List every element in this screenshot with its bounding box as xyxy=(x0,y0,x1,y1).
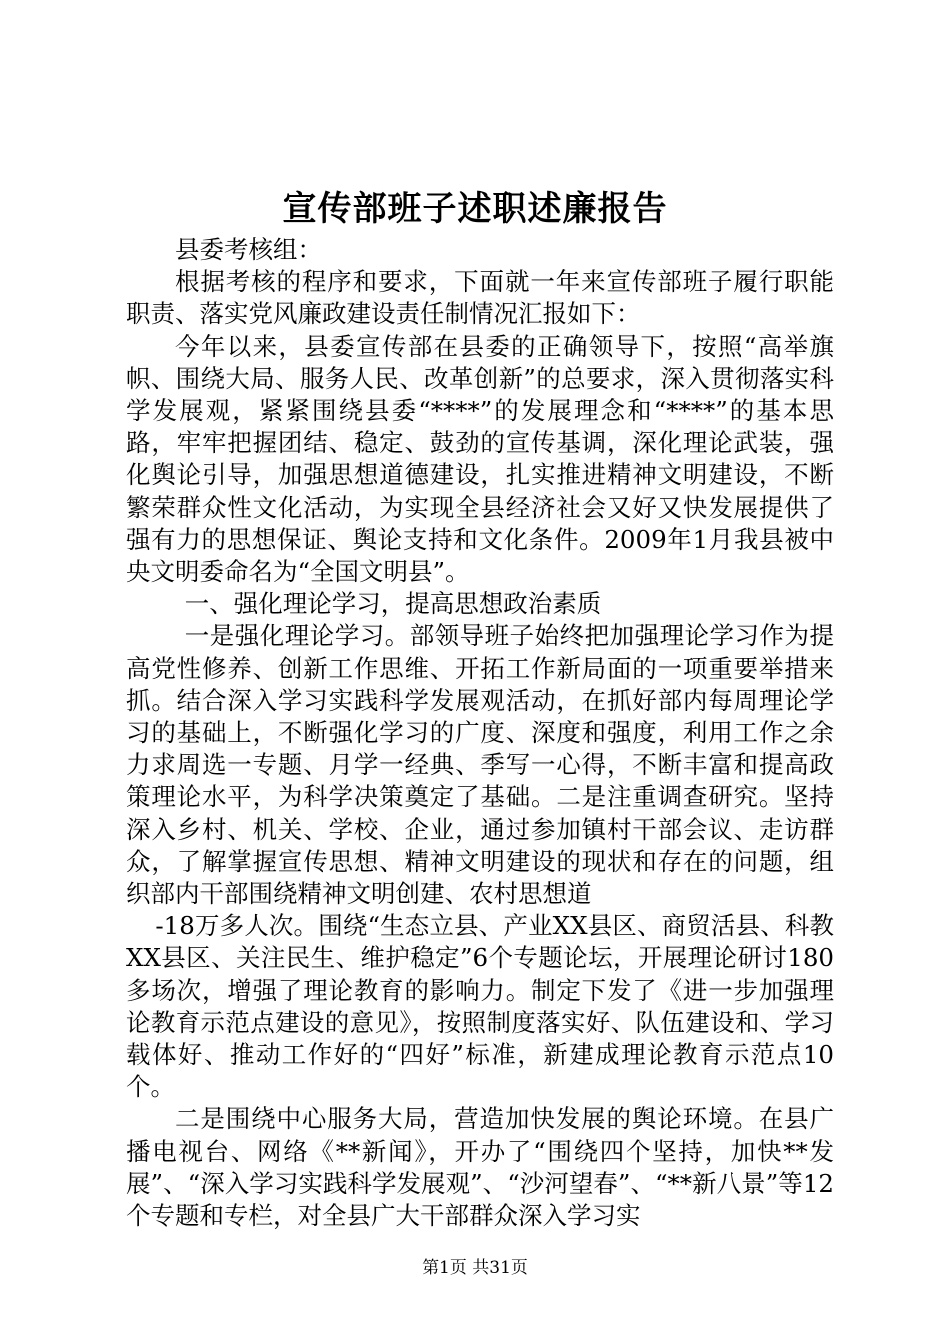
publicity-paragraph: 二是围绕中心服务大局，营造加快发展的舆论环境。在县广播电视台、网络《**新闻》，开办了“围绕四个坚持，加快**发展”、“深入学习实践科学发展观”、“沙河望春”、“**新八景”等12个专题和专栏，对全县广大干部群众深入学习实 xyxy=(126,1104,834,1231)
salutation-paragraph: 县委考核组： xyxy=(175,235,322,264)
continuation-paragraph: -18万多人次。围绕“生态立县、产业XX县区、商贸活县、科教XX县区、关注民生、维护稳定”6个专题论坛，开展理论研讨180多场次，增强了理论教育的影响力。制定下发了《进一步加强理论教育示范点建设的意见》，按照制度落实好、队伍建设和、学习载体好、推动工作好的“四好”标准，新建成理论教育示范点10个。 xyxy=(126,911,834,1102)
page-number-footer: 第1页 共31页 xyxy=(422,1258,528,1278)
section-heading-1: 一、强化理论学习，提高思想政治素质 xyxy=(184,589,602,619)
intro-paragraph: 根据考核的程序和要求，下面就一年来宣传部班子履行职能职责、落实党风廉政建设责任制情况汇报如下： xyxy=(126,267,834,329)
document-title: 宣传部班子述职述廉报告 xyxy=(282,189,668,229)
document-body xyxy=(126,234,834,1232)
theory-study-paragraph: 一是强化理论学习。部领导班子始终把加强理论学习作为提高党性修养、创新工作思维、开拓工作新局面的一项重要举措来抓。结合深入学习实践科学发展观活动，在抓好部内每周理论学习的基础上，不断强化学习的广度、深度和强度，利用工作之余力求周选一专题、月学一经典、季写一心得，不断丰富和提高政策理论水平，为科学决策奠定了基础。二是注重调查研究。坚持深入乡村、机关、学校、企业，通过参加镇村干部会议、走访群众，了解掌握宣传思想、精神文明建设的现状和存在的问题，组织部内干部围绕精神文明创建、农村思想道 xyxy=(126,621,834,909)
summary-paragraph: 今年以来，县委宣传部在县委的正确领导下，按照“高举旗帜、围绕大局、服务人民、改革创新”的总要求，深入贯彻落实科学发展观，紧紧围绕县委“****”的发展理念和“****”的基本思路，牢牢把握团结、稳定、鼓劲的宣传基调，深化理论武装，强化舆论引导，加强思想道德建设，扎实推进精神文明建设，不断繁荣群众性文化活动，为实现全县经济社会又好又快发展提供了强有力的思想保证、舆论支持和文化条件。2009年1月我县被中央文明委命名为“全国文明县”。 xyxy=(126,331,834,587)
